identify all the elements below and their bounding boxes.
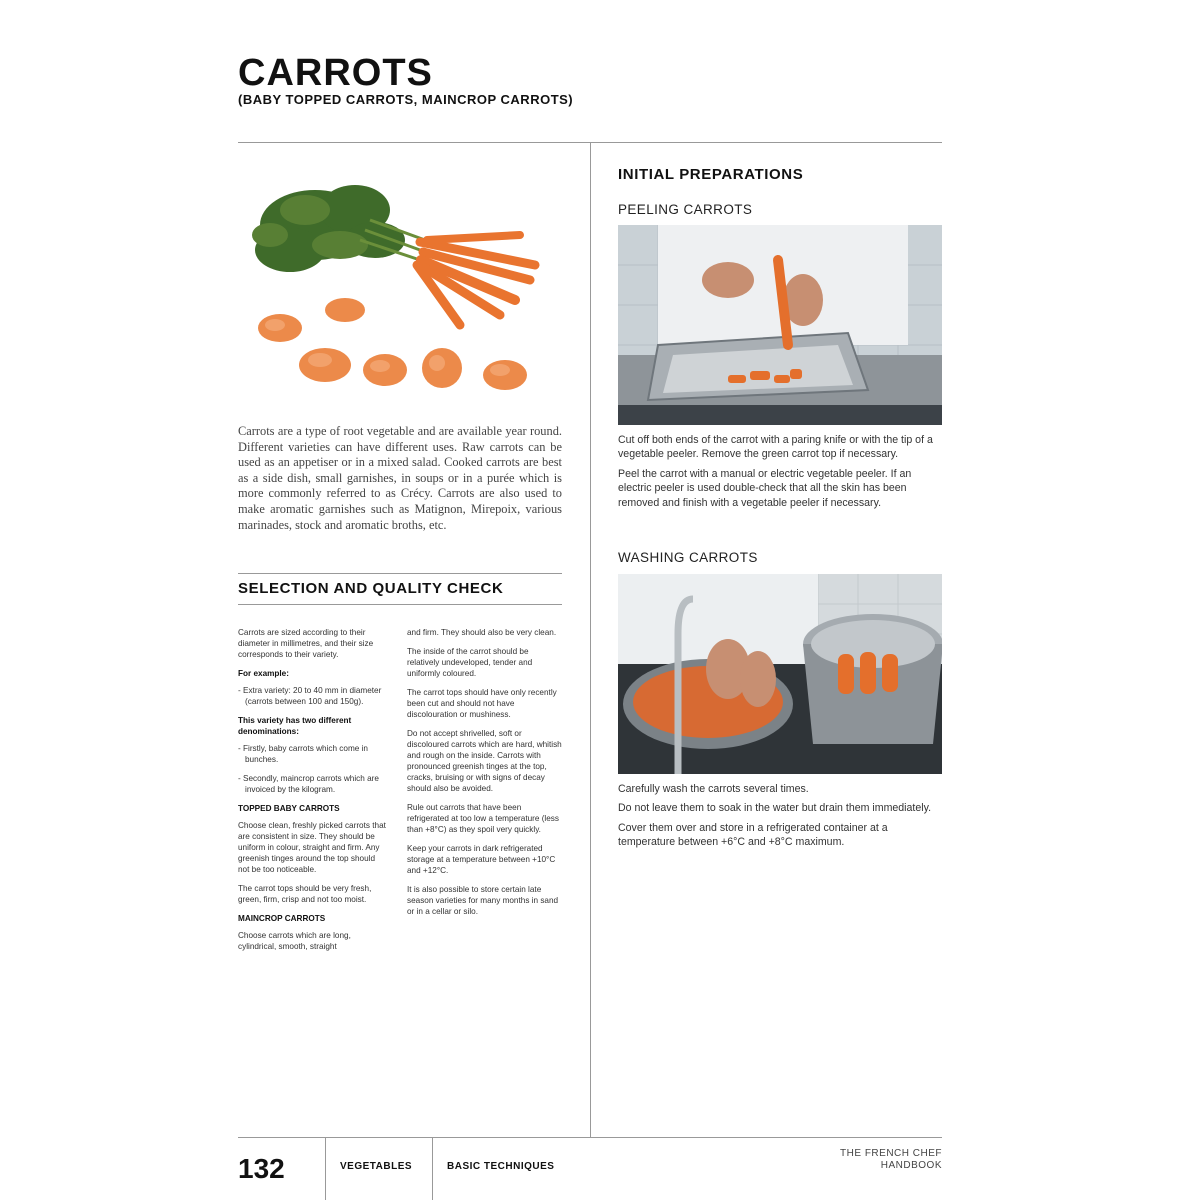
book-title-line: HANDBOOK xyxy=(880,1160,942,1171)
subheading: TOPPED BABY CARROTS xyxy=(238,804,340,813)
washing-text xyxy=(618,782,942,855)
paragraph: Carefully wash the carrots several times. xyxy=(618,783,809,795)
list-item: - Firstly, baby carrots which come in bunches. xyxy=(238,744,368,764)
peeling-photo xyxy=(618,225,942,425)
book-title-line: THE FRENCH CHEF xyxy=(840,1148,942,1159)
column-divider xyxy=(590,142,591,1137)
selection-column-2 xyxy=(407,627,562,925)
paragraph: and firm. They should also be very clean. xyxy=(407,628,557,637)
selection-heading: SELECTION AND QUALITY CHECK xyxy=(238,580,504,597)
peeling-heading: PEELING CARROTS xyxy=(618,202,753,217)
washing-photo xyxy=(618,574,942,774)
peeling-text xyxy=(618,433,942,515)
footer-divider xyxy=(325,1137,326,1200)
paragraph: Rule out carrots that have been refrigerated at too low a temperature (less than +8°C) as they spoil very quickly. xyxy=(407,803,559,834)
footer-rule xyxy=(238,1137,942,1138)
subheading: This variety has two different denominations: xyxy=(238,716,352,736)
paragraph: Cover them over and store in a refrigerated container at a temperature between +6°C and +8°C maximum. xyxy=(618,821,888,849)
footer-chapter: BASIC TECHNIQUES xyxy=(447,1161,555,1172)
book-title xyxy=(800,1148,942,1172)
page-number: 132 xyxy=(238,1153,285,1184)
section-rule xyxy=(238,573,562,574)
preparations-heading: INITIAL PREPARATIONS xyxy=(618,166,804,183)
selection-column-1 xyxy=(238,627,386,960)
intro-paragraph: Carrots are a type of root vegetable and are available year round. Different varieties can have different uses. Raw carrots can be used as an appetiser or in a mixed salad. Cooked carrots are best as a side dish, small garnishes, in soups or in a purée which is more commonly referred to as Crécy. Carrots are also used to make aromatic garnishes such as Matignon, Mirepoix, various marinades, stock and aromatic broths, etc. xyxy=(238,424,562,532)
paragraph: Peel the carrot with a manual or electric vegetable peeler. If an electric peeler is used double-check that all the skin has been removed and finish with a vegetable peeler if necessary. xyxy=(618,467,912,509)
footer-section: VEGETABLES xyxy=(340,1161,413,1172)
list-item: - Secondly, maincrop carrots which are invoiced by the kilogram. xyxy=(238,774,379,794)
section-rule xyxy=(238,604,562,605)
page-title: CARROTS xyxy=(238,52,433,94)
washing-heading: WASHING CARROTS xyxy=(618,550,758,565)
subheading: MAINCROP CARROTS xyxy=(238,914,326,923)
footer-divider xyxy=(432,1137,433,1200)
paragraph: Keep your carrots in dark refrigerated storage at a temperature between +10°C and +12°C. xyxy=(407,844,556,875)
paragraph: Do not leave them to soak in the water but drain them immediately. xyxy=(618,802,932,815)
carrot-illustration xyxy=(245,170,545,405)
paragraph: Carrots are sized according to their diameter in millimetres, and their size corresponds to their variety. xyxy=(238,628,374,659)
list-item: - Extra variety: 20 to 40 mm in diameter (carrots between 100 and 150g). xyxy=(238,686,382,706)
paragraph: The inside of the carrot should be relatively undeveloped, tender and uniformly coloured. xyxy=(407,647,533,678)
paragraph: Do not accept shrivelled, soft or discoloured carrots which are hard, whitish and rough on the inside. Carrots with pronounced greenish tinges at the top, cracks, bruising or with signs of decay should also be avoided. xyxy=(407,729,562,793)
page-subtitle: (BABY TOPPED CARROTS, MAINCROP CARROTS) xyxy=(238,92,574,107)
paragraph: Cut off both ends of the carrot with a paring knife or with the tip of a vegetable peeler. Remove the green carrot top if necessary. xyxy=(618,434,933,461)
paragraph: It is also possible to store certain late season varieties for many months in sand or in a cellar or silo. xyxy=(407,885,559,916)
paragraph: The carrot tops should have only recently been cut and should not have discolouration or mushiness. xyxy=(407,688,557,719)
paragraph: The carrot tops should be very fresh, green, firm, crisp and not too moist. xyxy=(238,884,372,904)
paragraph: Choose clean, freshly picked carrots that are consistent in size. They should be uniform in colour, straight and firm. Any greenish tinges around the top should not be too noticeable. xyxy=(238,821,386,874)
paragraph: Choose carrots which are long, cylindrical, smooth, straight xyxy=(238,931,351,951)
subheading: For example: xyxy=(238,669,289,678)
